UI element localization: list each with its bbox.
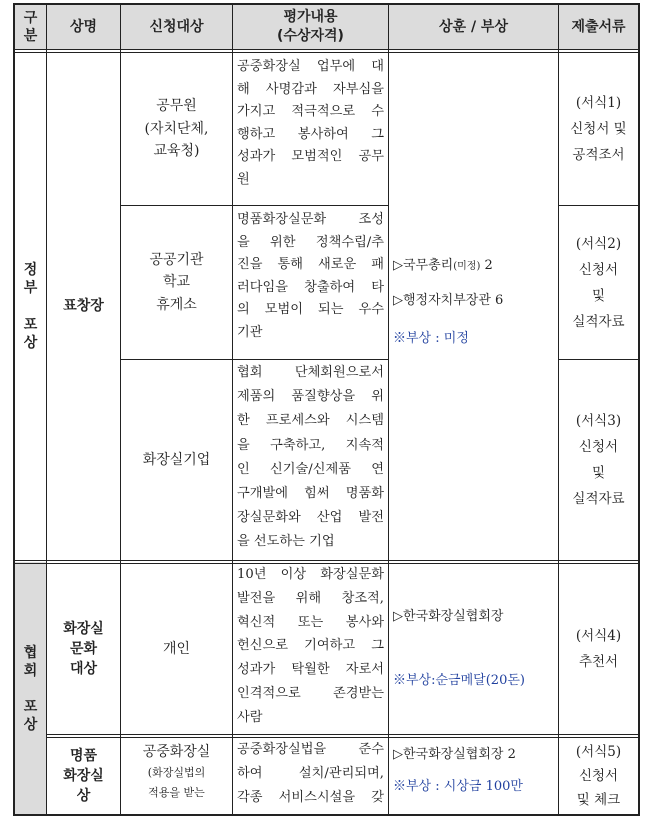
section-assoc-label: 협 회 포 상 — [23, 644, 38, 734]
col-sep-4 — [388, 3, 389, 816]
assoc-culture-award — [393, 607, 556, 691]
gov-evaluation-3: 협회 단체회원으로서 제품의 품질향상을 위 한 프로세스와 시스템 을 구축하고, 지속적 인 신기술/신제품 연 구개발에 힘써 명품화 장실문화와 산업 발전 을 선도하는 기업 — [237, 365, 384, 550]
assoc-luxury-target — [121, 738, 232, 814]
assoc-luxury-award-name: 명품 화장실 상 — [63, 747, 104, 805]
assoc-culture-prize: ※부상:순금메달(20돈) — [393, 673, 525, 688]
section-gov-label: 정 부 포 상 — [23, 262, 38, 351]
assoc-row-rule-1 — [46, 734, 640, 735]
assoc-luxury-documents: (서식5) 신청서 및 체크 — [575, 744, 622, 808]
assoc-luxury-target-sub: (화장실법의 적용을 받는 — [147, 766, 206, 800]
gov-documents-1: (서식1) 신청서 및 공적조서 — [570, 95, 627, 163]
gov-target-2: 공공기관 학교 휴게소 — [149, 251, 204, 313]
assoc-luxury-prize: ※부상 : 시상금 100만 — [393, 779, 523, 794]
header-award: 상훈 / 부상 — [439, 18, 508, 35]
header-documents: 제출서류 — [571, 18, 626, 35]
assoc-culture-award-name: 화장실 문화 대상 — [63, 620, 104, 678]
header-category: 구 분 — [23, 9, 38, 44]
assoc-culture-documents: (서식4) 추천서 — [575, 628, 622, 670]
border-bottom — [13, 814, 640, 816]
header-target: 신청대상 — [149, 18, 204, 35]
gov-award-name: 표창장 — [63, 298, 104, 315]
assoc-luxury-target-main: 공중화장실 — [142, 744, 211, 760]
gov-target-3: 화장실기업 — [142, 451, 211, 468]
gov-award-line2: ▷행정자치부장관 6 — [393, 293, 504, 308]
section-rule-1 — [13, 560, 640, 561]
assoc-culture-award-line: ▷한국화장실협회장 — [393, 609, 504, 624]
header-award-name: 상명 — [69, 18, 98, 35]
assoc-culture-target: 개인 — [162, 640, 191, 657]
gov-documents-3: (서식3) 신청서 및 실적자료 — [572, 413, 625, 507]
gov-award-prize: ※부상 : 미정 — [393, 331, 469, 346]
header-evaluation: 평가내용 (수상자격) — [277, 9, 344, 44]
assoc-luxury-award-line: ▷한국화장실협회장 2 — [393, 747, 516, 762]
gov-target-1: 공무원 (자치단체, 교육청) — [144, 98, 209, 160]
header-rule-1 — [13, 49, 640, 50]
assoc-luxury-award — [393, 745, 556, 797]
gov-evaluation-2: 명품화장실문화 조성 을 위한 정책수립/추 진을 통해 새로운 패 러다임을 창출하여 타 의 모범이 되는 우수 기관 — [237, 212, 384, 340]
border-right — [638, 3, 640, 816]
gov-award — [393, 256, 556, 349]
gov-award-line1: ▷국무총리(미정) 2 — [393, 258, 493, 273]
assoc-luxury-evaluation: 공중화장실법을 준수 하여 설치/관리되며, 각종 서비스시설을 갖 — [237, 742, 384, 805]
gov-evaluation-1: 공중화장실 업무에 대 해 사명감과 자부심을 가지고 적극적으로 수 행하고 봉사하여 그 성과가 모범적인 공무 원 — [237, 59, 384, 187]
assoc-culture-evaluation: 10년 이상 화장실문화 발전을 위해 창조적, 혁신적 또는 봉사와 헌신으로 기여하고 그 성과가 탁월한 자로서 인격적으로 존경받는 사람 — [237, 567, 384, 725]
col-sep-3 — [232, 3, 233, 816]
gov-documents-2: (서식2) 신청서 및 실적자료 — [572, 235, 625, 330]
